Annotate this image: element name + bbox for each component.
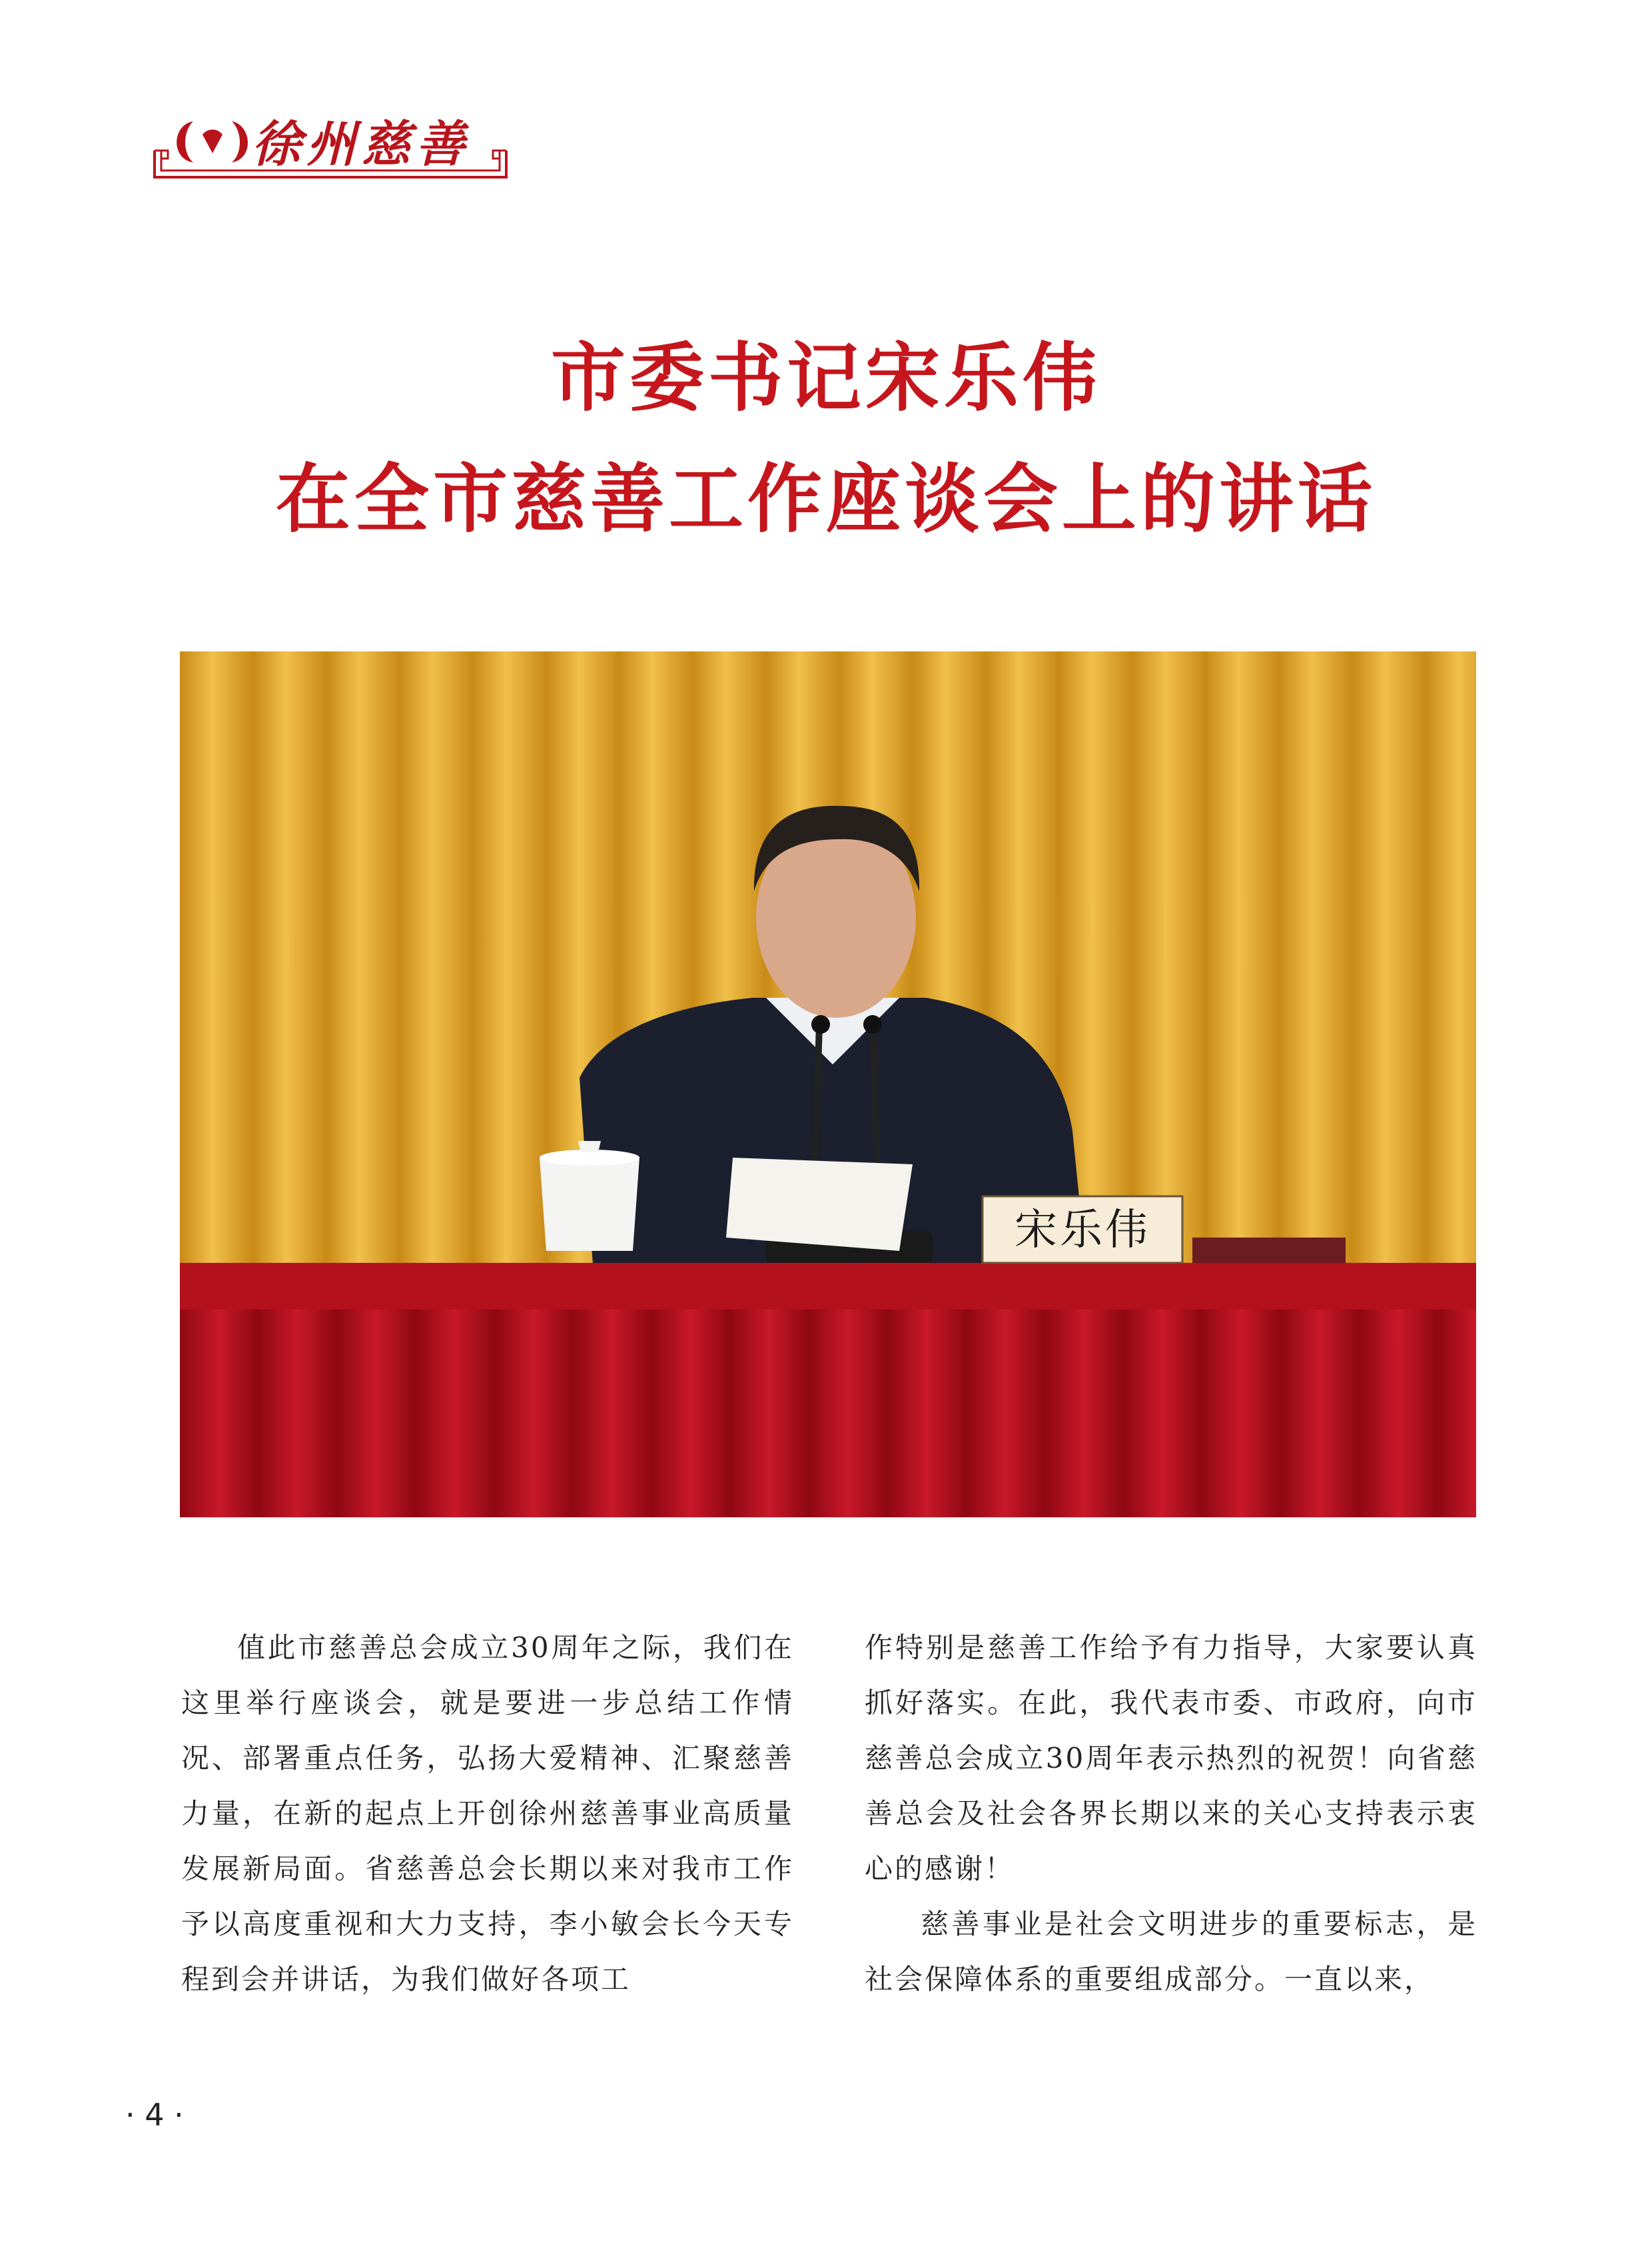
masthead-title: 徐州慈善 <box>252 116 470 173</box>
masthead-logo <box>152 112 509 184</box>
body-column-right <box>865 1620 1477 2007</box>
paragraph-1-continued: 作特别是慈善工作给予有力指导，大家要认真抓好落实。在此，我代表市委、市政府，向市慈善总会成立30周年表示热烈的祝贺！向省慈善总会及社会各界长期以来的关心支持表示衷心的感谢！ <box>865 1631 1477 1885</box>
paragraph-2: 慈善事业是社会文明进步的重要标志，是社会保障体系的重要组成部分。一直以来， <box>865 1908 1477 1996</box>
body-column-left <box>181 1620 794 2007</box>
article-title-line2: 在全市慈善工作座谈会上的讲话 <box>276 456 1376 543</box>
paragraph-1: 值此市慈善总会成立30周年之际，我们在这里举行座谈会，就是要进一步总结工作情况、部署重点任务，弘扬大爱精神、汇聚慈善力量，在新的起点上开创徐州慈善事业高质量发展新局面。省慈善总会长期以来对我市工作予以高度重视和大力支持，李小敏会长今天专程到会并讲话，为我们做好各项工 <box>181 1631 794 1996</box>
charity-emblem-icon <box>177 121 248 163</box>
page-number: · 4 · <box>125 2097 184 2133</box>
nameplate-text: 宋乐伟 <box>1015 1206 1150 1255</box>
speaker-photo <box>180 651 1476 1517</box>
article-title-line1: 市委书记宋乐伟 <box>551 334 1101 422</box>
